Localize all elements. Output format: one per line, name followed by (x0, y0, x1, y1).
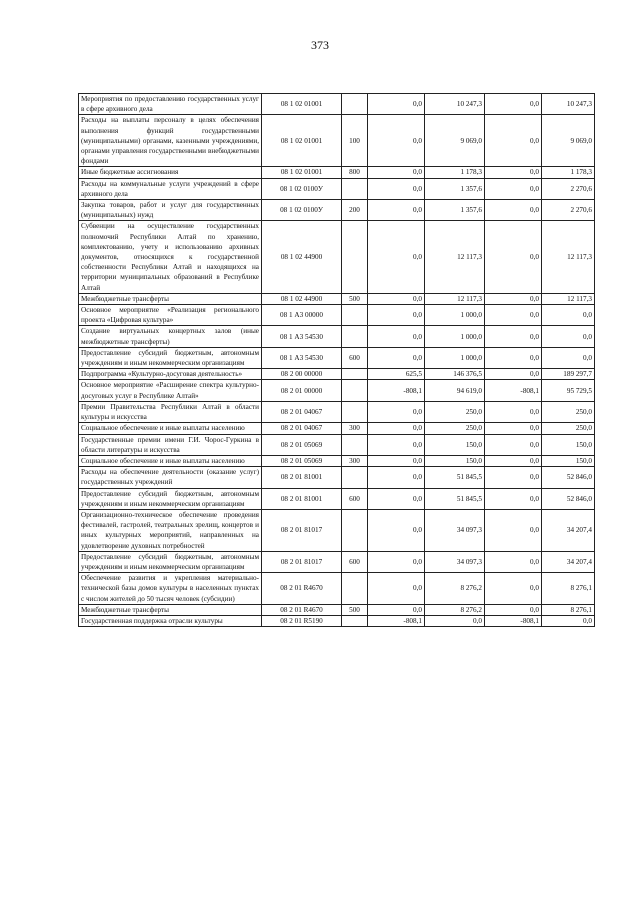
amount-change-1: 0,0 (368, 573, 425, 605)
amount-change-1: 0,0 (368, 178, 425, 199)
amount-1: 51 845,5 (425, 467, 485, 488)
table-row (79, 347, 595, 368)
target-code: 08 1 02 01001 (262, 115, 342, 167)
amount-change-1: 625,5 (368, 369, 425, 380)
table-row (79, 423, 595, 434)
amount-1: 1 357,6 (425, 178, 485, 199)
amount-change-1: 0,0 (368, 326, 425, 347)
row-name: Социальное обеспечение и иные выплаты населению (79, 455, 262, 466)
amount-2: 150,0 (542, 455, 595, 466)
table-row (79, 604, 595, 615)
table-row (79, 221, 595, 293)
target-code: 08 2 01 81017 (262, 551, 342, 572)
amount-change-1: 0,0 (368, 488, 425, 509)
table-row (79, 380, 595, 401)
amount-change-1: 0,0 (368, 115, 425, 167)
amount-change-2: 0,0 (485, 551, 542, 572)
table-row (79, 488, 595, 509)
row-name: Расходы на выплаты персоналу в целях обеспечения выполнения функций государственными (муниципальными) органами, казенными учреждениями, органами управления государственными внебюджетными фондами (79, 115, 262, 167)
target-code: 08 1 02 0100У (262, 200, 342, 221)
expense-type (342, 305, 368, 326)
row-name: Предоставление субсидий бюджетным, автономным учреждениям и иным некоммерческим организациям (79, 347, 262, 368)
page-number: 373 (311, 38, 329, 52)
table-row (79, 326, 595, 347)
amount-change-1: -808,1 (368, 615, 425, 626)
target-code: 08 2 01 R5190 (262, 615, 342, 626)
row-name: Премии Правительства Республики Алтай в области культуры и искусства (79, 401, 262, 422)
amount-1: 1 000,0 (425, 305, 485, 326)
amount-2: 0,0 (542, 347, 595, 368)
amount-change-1: -808,1 (368, 380, 425, 401)
amount-change-1: 0,0 (368, 221, 425, 293)
table-row (79, 455, 595, 466)
amount-change-2: 0,0 (485, 94, 542, 115)
amount-change-1: 0,0 (368, 455, 425, 466)
amount-change-2: 0,0 (485, 293, 542, 304)
amount-1: 1 357,6 (425, 200, 485, 221)
target-code: 08 2 01 00000 (262, 380, 342, 401)
expense-type: 500 (342, 604, 368, 615)
amount-change-2: 0,0 (485, 167, 542, 178)
amount-2: 150,0 (542, 434, 595, 455)
amount-1: 250,0 (425, 423, 485, 434)
target-code: 08 1 А3 00000 (262, 305, 342, 326)
target-code: 08 2 01 R4670 (262, 573, 342, 605)
expense-type: 500 (342, 293, 368, 304)
amount-2: 12 117,3 (542, 293, 595, 304)
row-name: Основное мероприятие «Реализация регионального проекта «Цифровая культура» (79, 305, 262, 326)
row-name: Предоставление субсидий бюджетным, автономным учреждениям и иным некоммерческим организациям (79, 488, 262, 509)
amount-1: 8 276,2 (425, 573, 485, 605)
amount-change-1: 0,0 (368, 293, 425, 304)
expense-type (342, 615, 368, 626)
expense-type (342, 467, 368, 488)
amount-change-2: 0,0 (485, 221, 542, 293)
amount-2: 2 270,6 (542, 178, 595, 199)
budget-table (78, 93, 595, 627)
amount-1: 1 000,0 (425, 347, 485, 368)
table-row (79, 200, 595, 221)
amount-change-2: 0,0 (485, 347, 542, 368)
table-row (79, 434, 595, 455)
amount-1: 150,0 (425, 455, 485, 466)
target-code: 08 1 02 44900 (262, 293, 342, 304)
amount-change-1: 0,0 (368, 167, 425, 178)
amount-1: 150,0 (425, 434, 485, 455)
amount-change-2: 0,0 (485, 509, 542, 551)
target-code: 08 2 01 81001 (262, 488, 342, 509)
row-name: Расходы на коммунальные услуги учреждений в сфере архивного дела (79, 178, 262, 199)
table-row (79, 167, 595, 178)
amount-change-2: 0,0 (485, 604, 542, 615)
amount-1: 34 097,3 (425, 509, 485, 551)
table-row (79, 509, 595, 551)
table-row (79, 551, 595, 572)
amount-1: 34 097,3 (425, 551, 485, 572)
amount-2: 0,0 (542, 615, 595, 626)
amount-change-1: 0,0 (368, 434, 425, 455)
expense-type: 800 (342, 167, 368, 178)
expense-type: 300 (342, 423, 368, 434)
table-row (79, 401, 595, 422)
expense-type (342, 178, 368, 199)
amount-2: 189 297,7 (542, 369, 595, 380)
amount-change-1: 0,0 (368, 305, 425, 326)
amount-2: 10 247,3 (542, 94, 595, 115)
table-row (79, 369, 595, 380)
amount-1: 12 117,3 (425, 293, 485, 304)
row-name: Закупка товаров, работ и услуг для государственных (муниципальных) нужд (79, 200, 262, 221)
expense-type: 600 (342, 347, 368, 368)
amount-2: 52 846,0 (542, 467, 595, 488)
expense-type (342, 380, 368, 401)
amount-1: 12 117,3 (425, 221, 485, 293)
row-name: Межбюджетные трансферты (79, 604, 262, 615)
amount-change-2: 0,0 (485, 434, 542, 455)
target-code: 08 2 01 05069 (262, 455, 342, 466)
amount-2: 8 276,1 (542, 604, 595, 615)
row-name: Социальное обеспечение и иные выплаты населению (79, 423, 262, 434)
amount-change-1: 0,0 (368, 604, 425, 615)
amount-change-1: 0,0 (368, 200, 425, 221)
expense-type (342, 221, 368, 293)
expense-type (342, 434, 368, 455)
amount-1: 1 000,0 (425, 326, 485, 347)
amount-1: 146 376,5 (425, 369, 485, 380)
table-row (79, 305, 595, 326)
amount-2: 0,0 (542, 326, 595, 347)
amount-2: 12 117,3 (542, 221, 595, 293)
target-code: 08 1 02 01001 (262, 167, 342, 178)
amount-2: 52 846,0 (542, 488, 595, 509)
expense-type: 600 (342, 551, 368, 572)
expense-type: 100 (342, 115, 368, 167)
expense-type (342, 326, 368, 347)
amount-1: 9 069,0 (425, 115, 485, 167)
amount-change-2: 0,0 (485, 326, 542, 347)
amount-1: 250,0 (425, 401, 485, 422)
amount-change-1: 0,0 (368, 467, 425, 488)
amount-2: 34 207,4 (542, 509, 595, 551)
amount-change-2: 0,0 (485, 115, 542, 167)
amount-change-2: 0,0 (485, 467, 542, 488)
expense-type: 600 (342, 488, 368, 509)
amount-1: 1 178,3 (425, 167, 485, 178)
row-name: Государственные премии имени Г.И. Чорос-Гуркина в области литературы и искусства (79, 434, 262, 455)
expense-type (342, 369, 368, 380)
amount-change-2: 0,0 (485, 178, 542, 199)
table-body (79, 94, 595, 627)
table-row (79, 573, 595, 605)
target-code: 08 2 00 00000 (262, 369, 342, 380)
amount-change-2: -808,1 (485, 615, 542, 626)
table-row (79, 115, 595, 167)
row-name: Предоставление субсидий бюджетным, автономным учреждениям и иным некоммерческим организациям (79, 551, 262, 572)
amount-change-1: 0,0 (368, 94, 425, 115)
target-code: 08 1 02 0100У (262, 178, 342, 199)
row-name: Субвенции на осуществление государственных полномочий Республики Алтай по хранению, комплектованию, учету и использованию архивных документов, относящихся к государственной собственности Республики Алтай и находящихся на территории муниципальных образований в Республике Алтай (79, 221, 262, 293)
row-name: Иные бюджетные ассигнования (79, 167, 262, 178)
target-code: 08 2 01 04067 (262, 423, 342, 434)
amount-1: 8 276,2 (425, 604, 485, 615)
table-row (79, 178, 595, 199)
expense-type (342, 401, 368, 422)
amount-change-2: -808,1 (485, 380, 542, 401)
amount-change-2: 0,0 (485, 423, 542, 434)
table-row (79, 94, 595, 115)
amount-change-2: 0,0 (485, 305, 542, 326)
expense-type (342, 94, 368, 115)
row-name: Обеспечение развития и укрепления материально-технической базы домов культуры в населенных пунктах с числом жителей до 50 тысяч человек (субсидии) (79, 573, 262, 605)
amount-2: 0,0 (542, 305, 595, 326)
target-code: 08 2 01 R4670 (262, 604, 342, 615)
amount-change-1: 0,0 (368, 401, 425, 422)
row-name: Государственная поддержка отрасли культуры (79, 615, 262, 626)
amount-2: 9 069,0 (542, 115, 595, 167)
table-row (79, 615, 595, 626)
amount-change-2: 0,0 (485, 200, 542, 221)
amount-1: 94 619,0 (425, 380, 485, 401)
amount-1: 0,0 (425, 615, 485, 626)
row-name: Организационно-техническое обеспечение проведения фестивалей, гастролей, театральных зрелищ, концертов и иных культурных мероприятий, направленных на удовлетворение духовных потребностей (79, 509, 262, 551)
target-code: 08 2 01 05069 (262, 434, 342, 455)
amount-change-1: 0,0 (368, 347, 425, 368)
amount-2: 250,0 (542, 401, 595, 422)
amount-change-2: 0,0 (485, 455, 542, 466)
row-name: Расходы на обеспечение деятельности (оказание услуг) государственных учреждений (79, 467, 262, 488)
target-code: 08 2 01 81001 (262, 467, 342, 488)
amount-change-2: 0,0 (485, 573, 542, 605)
amount-change-1: 0,0 (368, 509, 425, 551)
row-name: Межбюджетные трансферты (79, 293, 262, 304)
amount-2: 8 276,1 (542, 573, 595, 605)
amount-change-2: 0,0 (485, 401, 542, 422)
expense-type (342, 509, 368, 551)
amount-change-2: 0,0 (485, 369, 542, 380)
target-code: 08 1 02 01001 (262, 94, 342, 115)
amount-change-1: 0,0 (368, 423, 425, 434)
row-name: Основное мероприятие «Расширение спектра культурно-досуговых услуг в Республике Алтай» (79, 380, 262, 401)
amount-1: 10 247,3 (425, 94, 485, 115)
expense-type: 200 (342, 200, 368, 221)
amount-change-1: 0,0 (368, 551, 425, 572)
target-code: 08 1 02 44900 (262, 221, 342, 293)
amount-2: 34 207,4 (542, 551, 595, 572)
amount-2: 2 270,6 (542, 200, 595, 221)
target-code: 08 2 01 81017 (262, 509, 342, 551)
table-row (79, 467, 595, 488)
row-name: Подпрограмма «Культурно-досуговая деятельность» (79, 369, 262, 380)
row-name: Создание виртуальных концертных залов (иные межбюджетные трансферты) (79, 326, 262, 347)
expense-type: 300 (342, 455, 368, 466)
target-code: 08 1 А3 54530 (262, 326, 342, 347)
amount-2: 1 178,3 (542, 167, 595, 178)
amount-1: 51 845,5 (425, 488, 485, 509)
expense-type (342, 573, 368, 605)
amount-change-2: 0,0 (485, 488, 542, 509)
amount-2: 250,0 (542, 423, 595, 434)
row-name: Мероприятия по предоставлению государственных услуг в сфере архивного дела (79, 94, 262, 115)
amount-2: 95 729,5 (542, 380, 595, 401)
table-row (79, 293, 595, 304)
target-code: 08 1 А3 54530 (262, 347, 342, 368)
target-code: 08 2 01 04067 (262, 401, 342, 422)
